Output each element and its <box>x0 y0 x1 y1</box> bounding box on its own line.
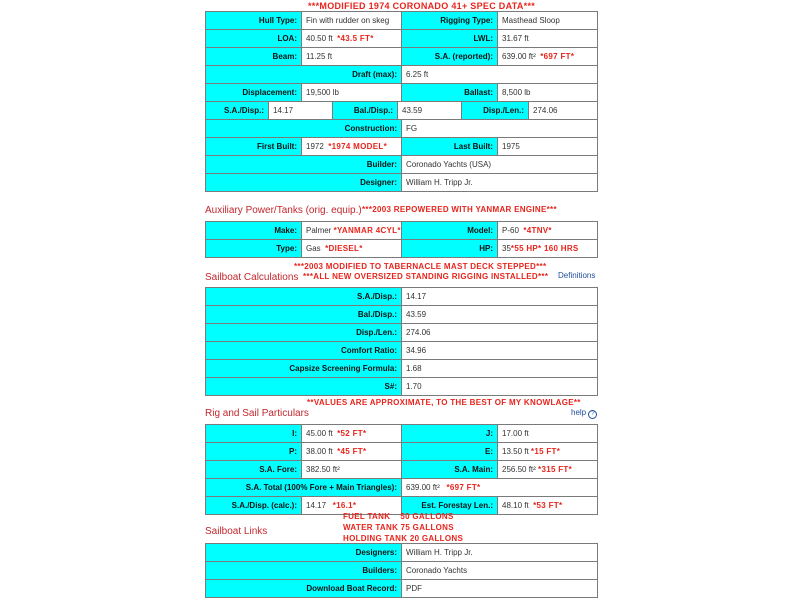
make-cell <box>302 222 402 240</box>
spec-table-lower <box>205 119 598 192</box>
forestay-label: Est. Forestay Len.: <box>402 497 498 515</box>
i-note: *52 FT* <box>337 429 367 438</box>
table-row <box>206 120 598 138</box>
table-row <box>206 580 598 598</box>
calc-label: S.A./Disp.: <box>206 288 402 306</box>
sa-total-note: *697 FT* <box>446 483 481 492</box>
p-cell <box>302 443 402 461</box>
table-row <box>206 222 598 240</box>
disp-len-label: Disp./Len.: <box>462 102 529 120</box>
builder-value: Coronado Yachts (USA) <box>402 156 598 174</box>
help-label: help <box>571 408 587 417</box>
sa-main-cell <box>498 461 598 479</box>
e-label: E: <box>402 443 498 461</box>
table-row <box>206 461 598 479</box>
spec-table <box>205 11 598 102</box>
i-value: 45.00 ft <box>306 429 333 438</box>
e-value: 13.50 ft <box>502 447 529 456</box>
table-row <box>206 479 598 497</box>
tabernacle-note: ***2003 MODIFIED TO TABERNACLE MAST DECK STEPPED*** <box>294 262 547 271</box>
bal-disp-label: Bal./Disp.: <box>333 102 398 120</box>
beam-label: Beam: <box>206 48 302 66</box>
table-row <box>206 30 598 48</box>
designer-value: William H. Tripp Jr. <box>402 174 598 192</box>
fuel-tank-note: FUEL TANK 50 GALLONS <box>343 512 454 521</box>
table-row <box>206 240 598 258</box>
sa-total-cell <box>402 479 598 497</box>
help-link[interactable] <box>571 408 597 419</box>
make-note: *YANMAR 4CYL* <box>333 226 401 235</box>
table-row <box>206 544 598 562</box>
loa-note: *43.5 FT* <box>337 34 374 43</box>
beam-value: 11.25 ft <box>302 48 402 66</box>
i-label: I: <box>206 425 302 443</box>
table-row <box>206 562 598 580</box>
calc-value: 1.70 <box>402 378 598 396</box>
first-built-value: 1972 <box>306 142 324 151</box>
displacement-value: 19,500 lb <box>302 84 402 102</box>
hp-value: 35 <box>502 244 511 253</box>
aux-note: ***2003 REPOWERED WITH YANMAR ENGINE*** <box>362 205 557 214</box>
hp-label: HP: <box>402 240 498 258</box>
rigging-note: ***ALL NEW OVERSIZED STANDING RIGGING INSTALLED*** <box>303 272 549 281</box>
table-row <box>206 360 598 378</box>
e-note: *15 FT* <box>530 447 561 456</box>
make-value: Palmer <box>306 226 332 235</box>
sa-main-label: S.A. Main: <box>402 461 498 479</box>
forestay-note: *53 FT* <box>533 501 563 510</box>
construction-value: FG <box>402 120 598 138</box>
type-note: *DIESEL* <box>325 244 363 253</box>
sa-fore-label: S.A. Fore: <box>206 461 302 479</box>
lwl-value: 31.67 ft <box>498 30 598 48</box>
calc-value: 1.68 <box>402 360 598 378</box>
sa-disp-calc-label: S.A./Disp. (calc.): <box>206 497 302 515</box>
calc-section-title: Sailboat Calculations <box>205 272 299 283</box>
sa-reported-value: 639.00 ft² <box>502 52 536 61</box>
table-row <box>206 12 598 30</box>
model-cell <box>498 222 598 240</box>
rigging-type-value: Masthead Sloop <box>498 12 598 30</box>
rig-section-title: Rig and Sail Particulars <box>205 408 309 419</box>
ballast-value: 8,500 lb <box>498 84 598 102</box>
calc-table <box>205 287 598 396</box>
designers-label: Designers: <box>206 544 402 562</box>
links-table <box>205 543 598 598</box>
table-row <box>206 324 598 342</box>
sa-total-label: S.A. Total (100% Fore + Main Triangles): <box>206 479 402 497</box>
builders-link[interactable]: Coronado Yachts <box>402 562 598 580</box>
p-note: *45 FT* <box>337 447 367 456</box>
displacement-label: Displacement: <box>206 84 302 102</box>
hull-type-label: Hull Type: <box>206 12 302 30</box>
table-row <box>206 102 598 120</box>
type-value: Gas <box>306 244 321 253</box>
ballast-label: Ballast: <box>402 84 498 102</box>
table-row <box>206 138 598 156</box>
disp-len-value: 274.06 <box>529 102 598 120</box>
designers-link[interactable]: William H. Tripp Jr. <box>402 544 598 562</box>
aux-section-title: Auxiliary Power/Tanks (orig. equip.) <box>205 205 362 216</box>
table-row <box>206 443 598 461</box>
links-section-title: Sailboat Links <box>205 526 268 537</box>
sa-disp-label: S.A./Disp.: <box>206 102 269 120</box>
table-row <box>206 84 598 102</box>
first-built-note: *1974 MODEL* <box>328 142 387 151</box>
table-row <box>206 306 598 324</box>
loa-value: 40.50 ft <box>306 34 333 43</box>
calc-value: 274.06 <box>402 324 598 342</box>
table-row <box>206 174 598 192</box>
table-row <box>206 378 598 396</box>
builder-label: Builder: <box>206 156 402 174</box>
make-label: Make: <box>206 222 302 240</box>
sa-disp-calc-value: 14.17 <box>306 501 327 510</box>
rigging-type-label: Rigging Type: <box>402 12 498 30</box>
definitions-link[interactable]: Definitions <box>558 271 596 280</box>
table-row <box>206 288 598 306</box>
j-label: J: <box>402 425 498 443</box>
first-built-label: First Built: <box>206 138 302 156</box>
calc-value: 43.59 <box>402 306 598 324</box>
calc-label: Bal./Disp.: <box>206 306 402 324</box>
model-value: P-60 <box>502 226 519 235</box>
pdf-link[interactable]: PDF <box>402 580 598 598</box>
table-row <box>206 342 598 360</box>
sa-main-value: 256.50 ft² <box>502 465 536 474</box>
aux-table <box>205 221 598 258</box>
loa-cell <box>302 30 402 48</box>
first-built-cell <box>302 138 402 156</box>
bal-disp-value: 43.59 <box>398 102 462 120</box>
hp-note: *55 HP* 160 HRS <box>510 244 579 253</box>
last-built-value: 1975 <box>498 138 598 156</box>
sa-total-value: 639.00 ft² <box>406 483 440 492</box>
hull-type-value: Fin with rudder on skeg <box>302 12 402 30</box>
calc-label: Comfort Ratio: <box>206 342 402 360</box>
hp-cell <box>498 240 598 258</box>
rig-table <box>205 424 598 515</box>
type-cell <box>302 240 402 258</box>
holding-tank-note: HOLDING TANK 20 GALLONS <box>343 534 464 543</box>
p-value: 38.00 ft <box>306 447 333 456</box>
spec-heading: ***MODIFIED 1974 CORONADO 41+ SPEC DATA*** <box>308 1 536 11</box>
table-row <box>206 156 598 174</box>
sa-reported-label: S.A. (reported): <box>402 48 498 66</box>
draft-label: Draft (max): <box>206 66 402 84</box>
draft-value: 6.25 ft <box>402 66 598 84</box>
lwl-label: LWL: <box>402 30 498 48</box>
model-label: Model: <box>402 222 498 240</box>
builders-label: Builders: <box>206 562 402 580</box>
calc-label: Capsize Screening Formula: <box>206 360 402 378</box>
calc-label: Disp./Len.: <box>206 324 402 342</box>
question-circle-icon: ? <box>588 410 597 419</box>
table-row <box>206 425 598 443</box>
last-built-label: Last Built: <box>402 138 498 156</box>
approx-note: **VALUES ARE APPROXIMATE, TO THE BEST OF MY KNOWLAGE** <box>307 398 581 407</box>
e-cell <box>498 443 598 461</box>
type-label: Type: <box>206 240 302 258</box>
sa-reported-note: *697 FT* <box>540 52 575 61</box>
forestay-cell <box>498 497 598 515</box>
sa-fore-value: 382.50 ft² <box>302 461 402 479</box>
calc-value: 34.96 <box>402 342 598 360</box>
loa-label: LOA: <box>206 30 302 48</box>
calc-value: 14.17 <box>402 288 598 306</box>
p-label: P: <box>206 443 302 461</box>
i-cell <box>302 425 402 443</box>
sa-disp-calc-note: *16.1* <box>332 501 357 510</box>
j-value: 17.00 ft <box>498 425 598 443</box>
forestay-value: 48.10 ft <box>502 501 529 510</box>
sa-disp-value: 14.17 <box>269 102 333 120</box>
table-row <box>206 48 598 66</box>
sa-main-note: *315 FT* <box>538 465 573 474</box>
ratio-table <box>205 101 598 120</box>
designer-label: Designer: <box>206 174 402 192</box>
calc-label: S#: <box>206 378 402 396</box>
water-tank-note: WATER TANK 75 GALLONS <box>343 523 454 532</box>
download-label: Download Boat Record: <box>206 580 402 598</box>
model-note: *4TNV* <box>523 226 552 235</box>
sa-reported-cell <box>498 48 598 66</box>
construction-label: Construction: <box>206 120 402 138</box>
table-row <box>206 66 598 84</box>
